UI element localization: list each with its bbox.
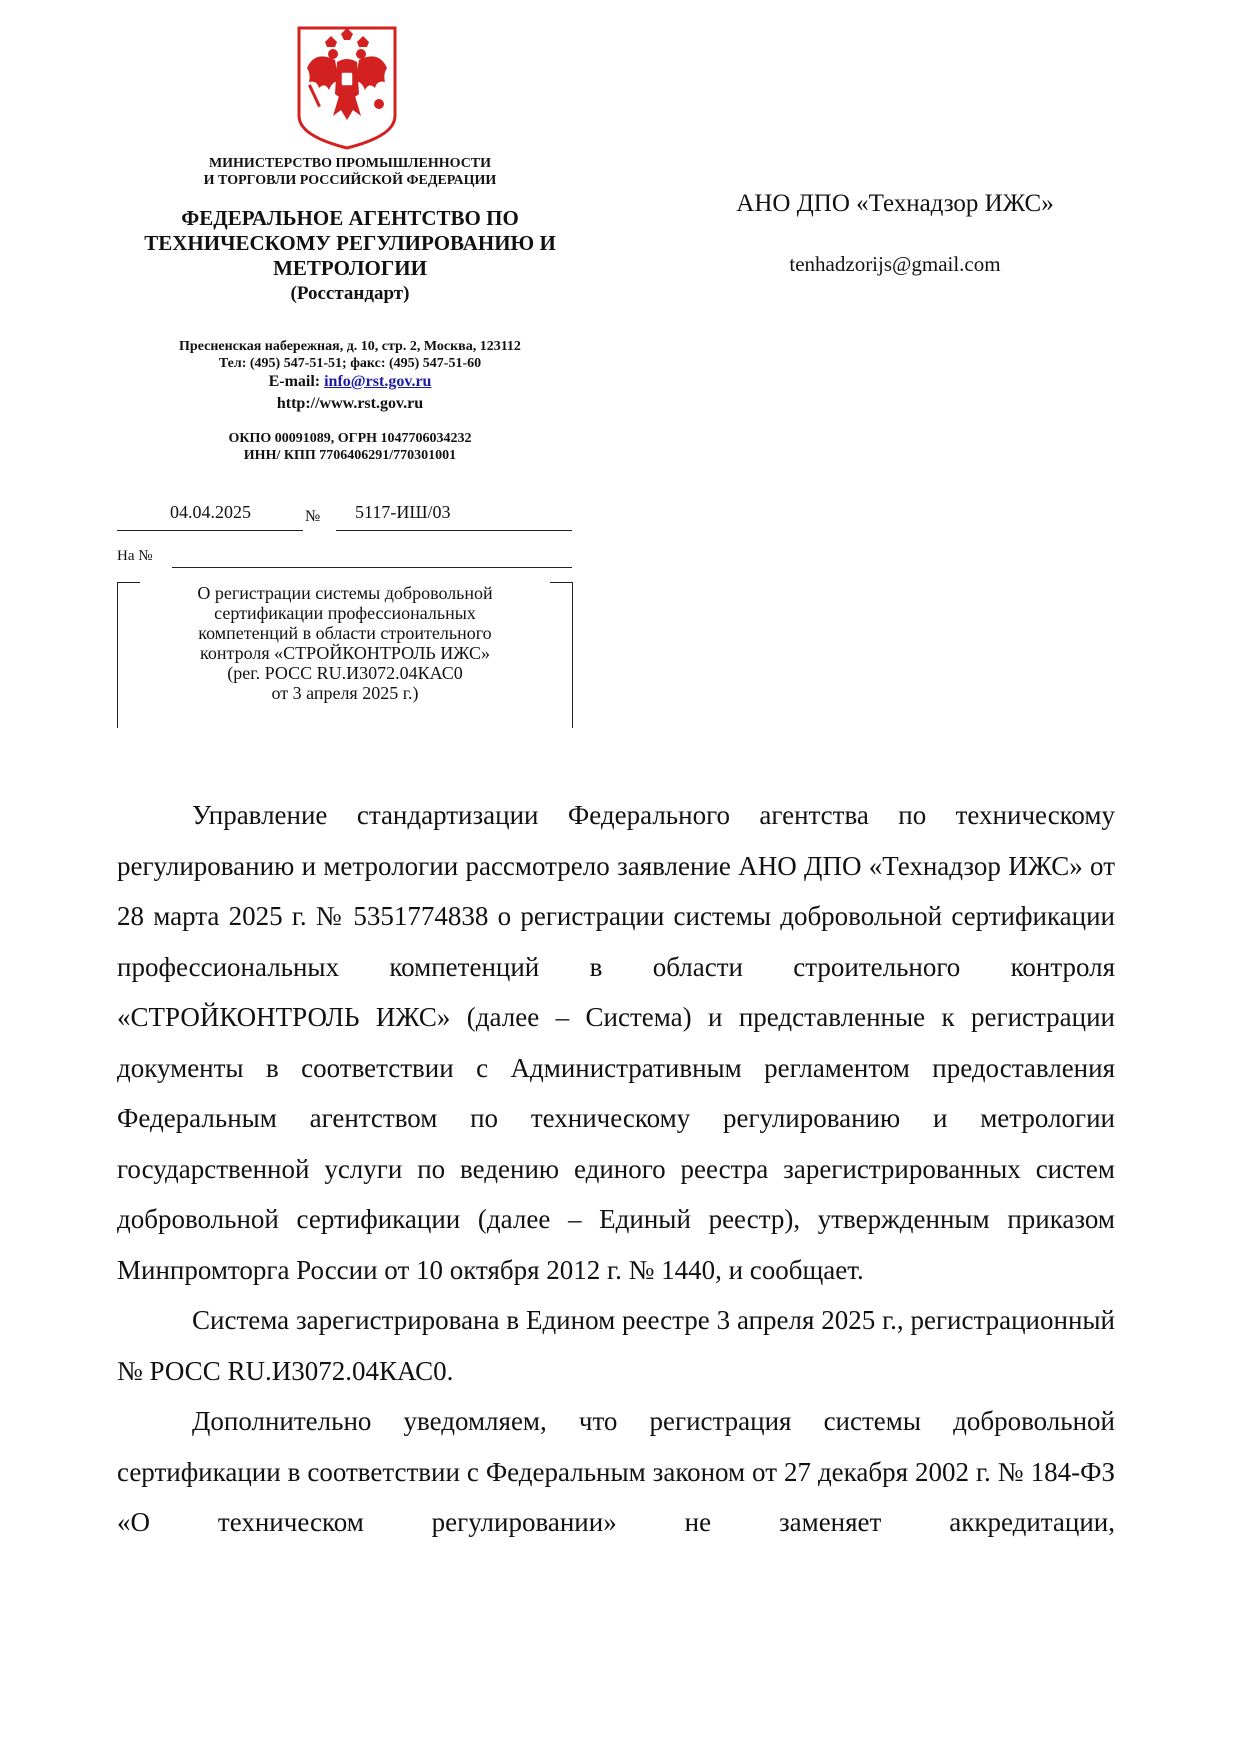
inn-kpp: ИНН/ КПП 7706406291/770301001 (243, 448, 457, 463)
agency-contacts (110, 338, 590, 372)
agency-website: http://www.rst.gov.ru (276, 395, 424, 412)
recipient-name: АНО ДПО «Технадзор ИЖС» (736, 190, 1054, 217)
letter-date: 04.04.2025 (170, 502, 251, 522)
ministry-name: МИНИСТЕРСТВО ПРОМЫШЛЕННОСТИ И ТОРГОВЛИ РОССИЙСКОЙ ФЕДЕРАЦИИ (203, 156, 497, 188)
subject-bracket-right (550, 582, 573, 728)
agency-phones: Тел: (495) 547-51-51; факс: (495) 547-51-60 (218, 356, 482, 371)
agency-registration-codes (110, 430, 590, 464)
number-sign: № (305, 508, 321, 525)
agency-name: ФЕДЕРАЛЬНОЕ АГЕНТСТВО ПО ТЕХНИЧЕСКОМУ РЕГУЛИРОВАНИЮ И МЕТРОЛОГИИ (144, 206, 556, 280)
letter-number: 5117-ИШ/03 (355, 502, 451, 522)
letter-body (117, 790, 1115, 1548)
subject-bracket-left (117, 582, 140, 728)
agency-email-link[interactable]: info@rst.gov.ru (324, 373, 432, 390)
letter-subject: О регистрации системы добровольной сертификации профессиональных компетенций в области строительного контроля «СТРОЙКОНТРОЛЬ ИЖС» (рег. РОСС RU.И3072.04КАС0 от 3 апреля 2025 г.) (197, 583, 493, 703)
recipient-email: tenhadzorijs@gmail.com (789, 252, 1001, 276)
coat-of-arms-emblem (295, 24, 399, 152)
agency-short-name: (Росстандарт) (290, 283, 410, 304)
email-label: E-mail: (268, 373, 325, 390)
number-underline (336, 530, 572, 531)
agency-email-line (110, 373, 590, 391)
date-underline (117, 530, 303, 531)
body-paragraph: Дополнительно уведомляем, что регистрация системы добровольной сертификации в соответствии с Федеральным законом от 27 декабря 2002 г. № 184-ФЗ «О техническом регулировании» не заменяет аккредитации, (117, 1406, 1115, 1537)
okpo-ogrn: ОКПО 00091089, ОГРН 1047706034232 (228, 431, 472, 446)
reply-to-underline (172, 567, 572, 568)
body-paragraph: Система зарегистрирована в Едином реестре 3 апреля 2025 г., регистрационный № РОСС RU.И3072.04КАС0. (117, 1305, 1115, 1386)
body-paragraph: Управление стандартизации Федерального агентства по техническому регулированию и метрологии рассмотрело заявление АНО ДПО «Технадзор ИЖС» от 28 марта 2025 г. № 5351774838 о регистрации системы добровольной сертификации профессиональных компетенций в области строительного контроля «СТРОЙКОНТРОЛЬ ИЖС» (далее – Система) и представленные к регистрации документы в соответствии с Административным регламентом предоставления Федеральным агентством по техническому регулированию и метрологии государственной услуги по ведению единого реестра зарегистрированных систем добровольной сертификации (далее – Единый реестр), утвержденным приказом Минпромторга России от 10 октября 2012 г. № 1440, и сообщает. (117, 800, 1115, 1285)
reply-to-label: На № (117, 548, 153, 564)
agency-address: Пресненская набережная, д. 10, стр. 2, Москва, 123112 (179, 339, 521, 354)
